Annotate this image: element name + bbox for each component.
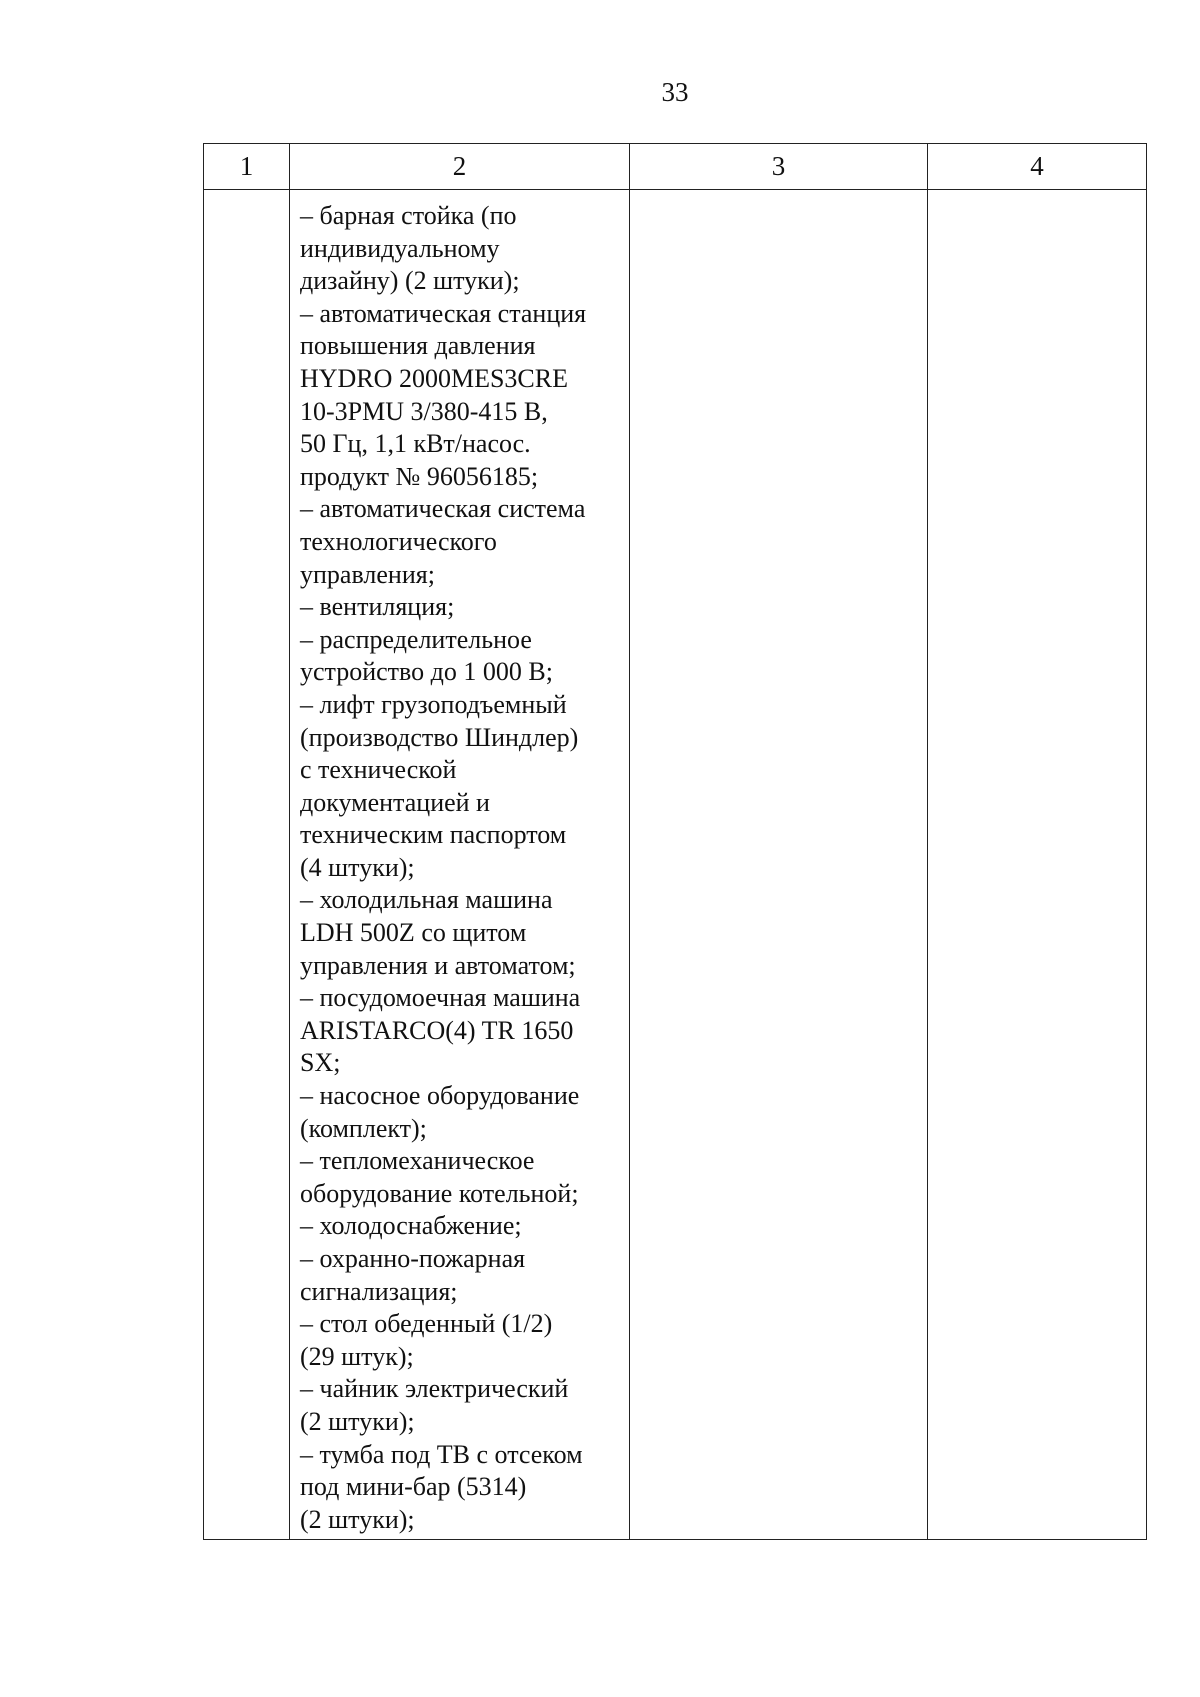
list-item: – насосное оборудование (комплект); bbox=[300, 1081, 580, 1143]
list-item: – тумба под ТВ с отсеком под мини-бар (5314) (2 штуки); bbox=[300, 1439, 583, 1534]
list-item: – посудомоечная машина ARISTARCO(4) TR 1650 SX; bbox=[300, 983, 581, 1078]
column-header-4: 4 bbox=[928, 144, 1147, 190]
list-item: – автоматическая система технологического управления; bbox=[300, 494, 586, 589]
list-item: – холодоснабжение; bbox=[300, 1211, 522, 1241]
list-item: – холодильная машина LDH 500Z со щитом управления и автоматом; bbox=[300, 885, 576, 980]
list-item: – лифт грузоподъемный (производство Шиндлер) с технической документацией и техническим паспортом (4 штуки); bbox=[300, 689, 579, 882]
list-item: – распределительное устройство до 1 000 В; bbox=[300, 624, 553, 687]
list-item: – охранно-пожарная сигнализация; bbox=[300, 1244, 526, 1306]
list-item: – тепломеханическое оборудование котельной; bbox=[300, 1146, 579, 1208]
table-row bbox=[204, 190, 1147, 1540]
cell-col-1 bbox=[204, 190, 290, 1540]
list-item: – вентиляция; bbox=[300, 592, 455, 622]
table-header-row bbox=[204, 144, 1147, 190]
column-header-1: 1 bbox=[204, 144, 290, 190]
equipment-list bbox=[290, 190, 629, 1536]
column-header-2: 2 bbox=[290, 144, 630, 190]
cell-col-2 bbox=[290, 190, 630, 1540]
column-header-3: 3 bbox=[630, 144, 928, 190]
list-item: – стол обеденный (1/2) (29 штук); bbox=[300, 1309, 553, 1371]
equipment-table bbox=[203, 143, 1147, 1540]
list-item: – барная стойка (по индивидуальному дизайну) (2 штуки); bbox=[300, 201, 520, 296]
cell-col-3 bbox=[630, 190, 928, 1540]
cell-col-4 bbox=[928, 190, 1147, 1540]
list-item: – чайник электрический (2 штуки); bbox=[300, 1374, 569, 1436]
list-item: – автоматическая станция повышения давления HYDRO 2000MES3CRE 10-3PMU 3/380-415 В, 50 Гц, 1,1 кВт/насос. продукт № 96056185; bbox=[300, 298, 587, 491]
page-number: 33 bbox=[661, 77, 689, 107]
